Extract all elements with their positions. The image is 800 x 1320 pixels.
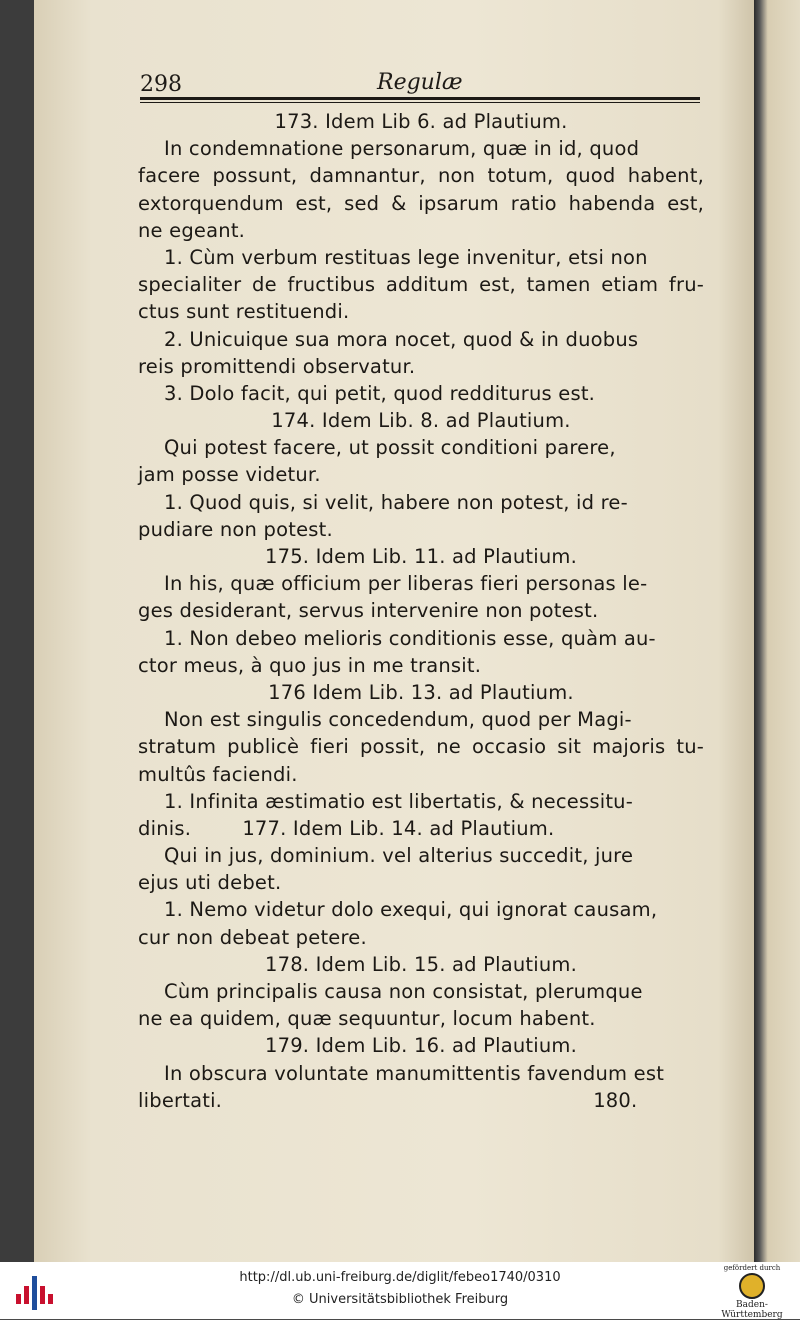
- sponsor-name: Baden-Württemberg: [721, 1300, 783, 1320]
- header-rule: [140, 97, 700, 100]
- copyright-notice: © Universitätsbibliothek Freiburg: [291, 1292, 509, 1307]
- text-line: In condemnatione personarum, quæ in id, quod: [164, 137, 640, 161]
- sponsor-label: gefördert durch: [723, 1264, 781, 1272]
- text-line: 1. Non debeo melioris conditionis esse, quàm au-: [164, 626, 656, 650]
- text-line: libertati. 180.: [138, 1088, 638, 1112]
- section-heading: 179. Idem Lib. 16. ad Plautium.: [264, 1034, 578, 1058]
- section-heading: 176 Idem Lib. 13. ad Plautium.: [268, 680, 574, 704]
- text-line: 1. Nemo videtur dolo exequi, qui ignorat causam,: [164, 898, 658, 922]
- permalink-url[interactable]: http://dl.ub.uni-freiburg.de/diglit/febeo1740/0310: [239, 1270, 561, 1285]
- text-line: 1. Infinita æstimatio est libertatis, & necessitu-: [164, 789, 633, 813]
- page-body-text: [138, 108, 704, 1114]
- text-line: Qui in jus, dominium. vel alterius succedit, jure: [164, 844, 634, 868]
- text-line: ne egeant.: [138, 218, 246, 242]
- text-line: In obscura voluntate manumittentis favendum est: [164, 1061, 665, 1085]
- text-line: Qui potest facere, ut possit conditioni parere,: [164, 436, 616, 460]
- section-heading: 175. Idem Lib. 11. ad Plautium.: [264, 545, 578, 568]
- text-line: 1. Quod quis, si velit, habere non potest, id re-: [164, 490, 628, 514]
- section-heading: 173. Idem Lib 6. ad Plautium.: [274, 110, 568, 133]
- text-line: facere possunt, damnantur, non totum, quod habent,: [138, 164, 704, 188]
- text-line: stratum publicè fieri possit, ne occasio sit majoris tu-: [138, 735, 704, 759]
- header-rule-thin: [140, 102, 700, 103]
- running-head: Regulæ: [377, 70, 463, 95]
- section-heading: 174. Idem Lib. 8. ad Plautium.: [271, 409, 571, 433]
- text-line: pudiare non potest.: [138, 517, 333, 541]
- text-line: jam posse videtur.: [138, 463, 321, 487]
- state-crest-icon: [739, 1273, 765, 1299]
- text-line: reis promittendi observatur.: [138, 354, 416, 378]
- text-line: 1. Cùm verbum restituas lege invenitur, etsi non: [164, 245, 648, 269]
- text-line: Non est singulis concedendum, quod per Magi-: [164, 708, 632, 732]
- text-line: multûs faciendi.: [138, 762, 298, 786]
- page-header: [140, 64, 700, 98]
- text-line: ctus sunt restituendi.: [138, 300, 350, 324]
- text-line: dinis. 177. Idem Lib. 14. ad Plautium.: [138, 816, 555, 840]
- text-line: In his, quæ officium per liberas fieri personas le-: [164, 572, 648, 596]
- text-line: ges desiderant, servus intervenire non potest.: [138, 599, 599, 623]
- text-line: ctor meus, à quo jus in me transit.: [138, 653, 482, 677]
- text-line: Cùm principalis causa non consistat, plerumque: [164, 980, 643, 1003]
- text-line: ejus uti debet.: [138, 871, 282, 895]
- section-heading: 178. Idem Lib. 15. ad Plautium.: [264, 952, 578, 976]
- book-spine-edge: [754, 0, 800, 1262]
- text-line: cur non debeat petere.: [138, 925, 367, 949]
- book-page: [34, 0, 754, 1262]
- text-line: ne ea quidem, quæ sequuntur, locum habent.: [138, 1007, 596, 1031]
- sponsor-badge: [712, 1264, 792, 1318]
- viewer-footer: [0, 1262, 800, 1319]
- text-line: 2. Unicuique sua mora nocet, quod & in duobus: [164, 327, 639, 351]
- text-line: 3. Dolo facit, qui petit, quod redditurus est.: [164, 381, 596, 405]
- text-line: specialiter de fructibus additum est, tamen etiam fru-: [138, 273, 704, 297]
- text-line: extorquendum est, sed & ipsarum ratio habenda est,: [138, 191, 704, 215]
- page-number: 298: [140, 72, 182, 97]
